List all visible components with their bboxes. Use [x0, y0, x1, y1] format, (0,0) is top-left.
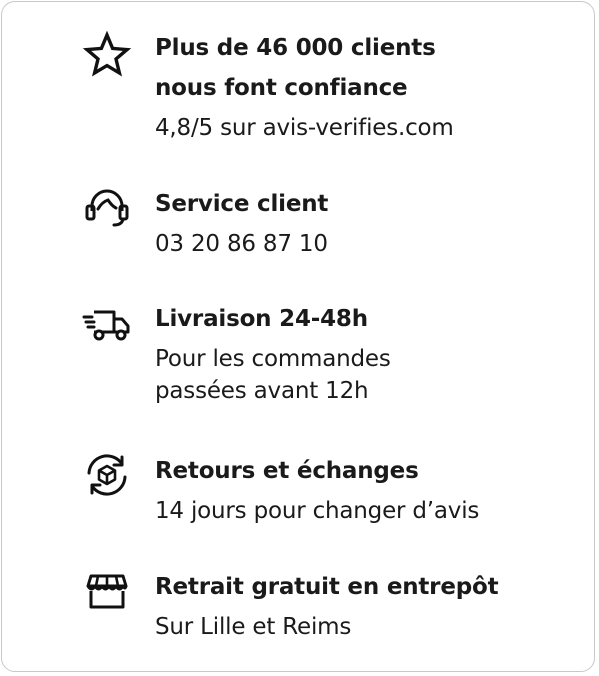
trust-rating: 4,8/5 sur avis-verifies.com — [155, 115, 454, 141]
delivery-desc-line1: Pour les commandes — [155, 346, 391, 372]
pickup-desc: Sur Lille et Reims — [155, 614, 352, 640]
trust-title-line1: Plus de 46 000 clients — [155, 35, 436, 61]
star-icon — [82, 31, 132, 77]
delivery-truck-icon — [82, 300, 132, 346]
reassurance-text — [155, 451, 575, 527]
return-box-icon — [82, 452, 132, 498]
returns-desc: 14 jours pour changer d’avis — [155, 498, 480, 524]
reassurance-card — [1, 1, 595, 672]
delivery-title: Livraison 24-48h — [155, 306, 368, 332]
returns-title: Retours et échanges — [155, 458, 419, 484]
reassurance-text — [155, 299, 575, 407]
service-title: Service client — [155, 191, 329, 217]
store-icon — [82, 567, 132, 613]
reassurance-text — [155, 184, 575, 260]
trust-title-line2: nous font confiance — [155, 75, 408, 101]
headset-icon — [82, 184, 132, 230]
reassurance-text — [155, 567, 575, 643]
service-phone[interactable]: 03 20 86 87 10 — [155, 231, 328, 257]
delivery-desc-line2: passées avant 12h — [155, 378, 369, 404]
pickup-title: Retrait gratuit en entrepôt — [155, 574, 499, 600]
reassurance-text — [155, 28, 575, 144]
